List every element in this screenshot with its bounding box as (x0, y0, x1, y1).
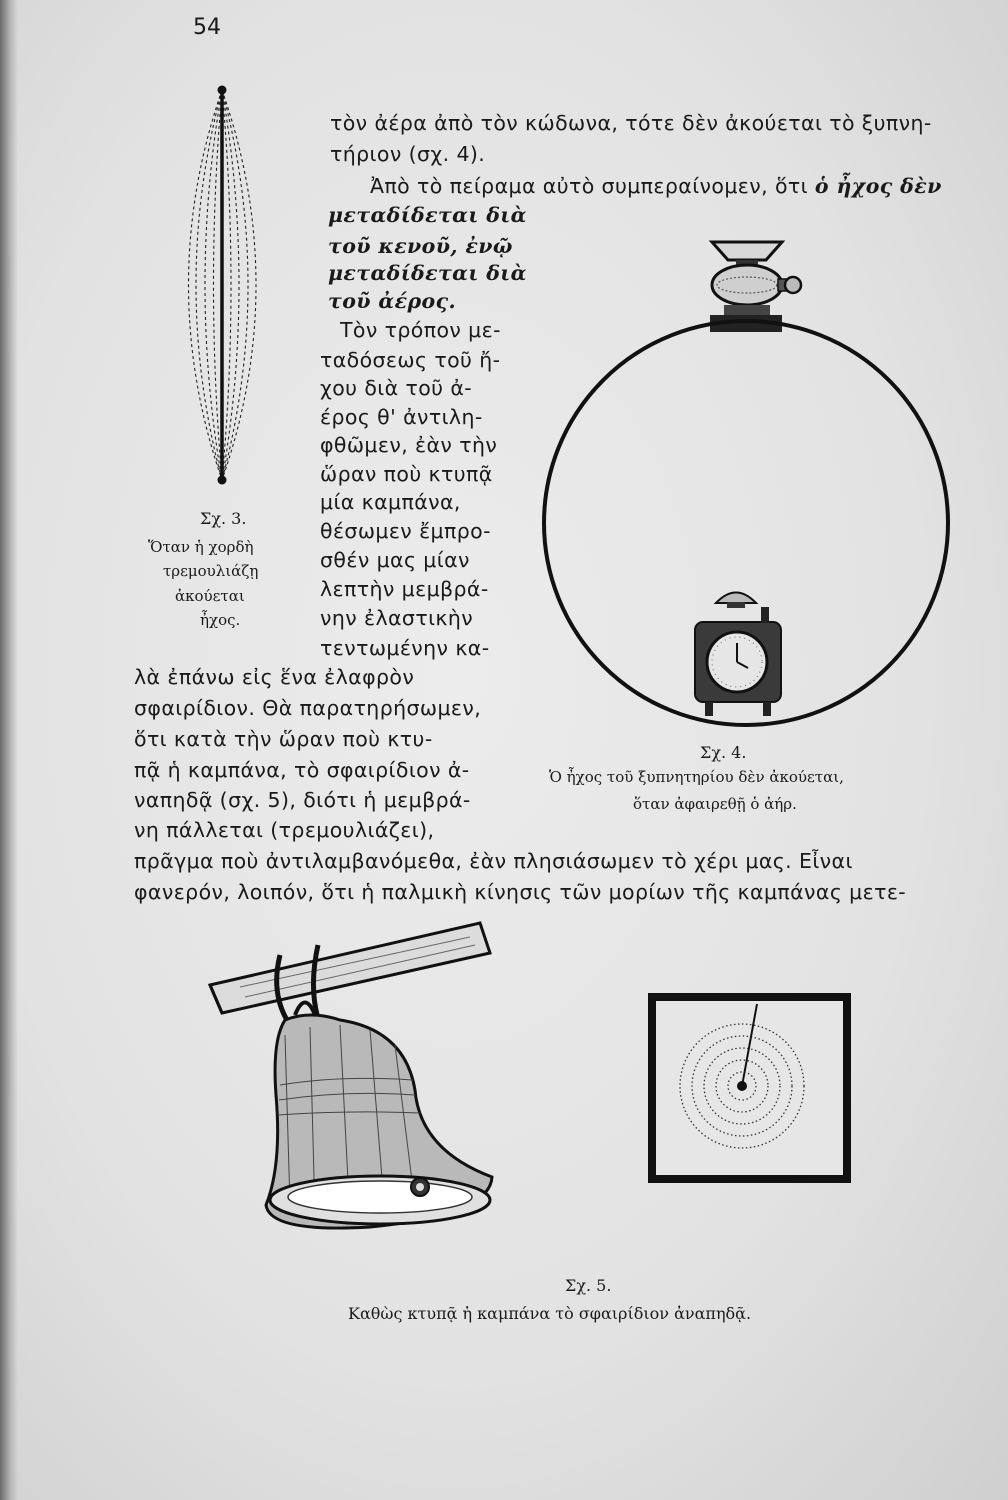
fig4-caption-line1: Ὁ ἦχος τοῦ ξυπνητηρίου δὲν ἀκούεται, (549, 768, 844, 786)
column-line-8: θέσωμεν ἔμπρο- (320, 519, 491, 543)
wrap-line-5: ναπηδᾷ (σχ. 5), διότι ἡ μεμβρά- (134, 788, 471, 812)
fig3-vibrating-string-illustration (150, 85, 300, 485)
column-line-3: χου διὰ τοῦ ἀ- (320, 376, 473, 400)
full-line-2: φανερόν, λοιπόν, ὅτι ἡ παλμικὴ κίνησις τῶν μορίων τῆς καμπάνας μετε- (134, 880, 907, 904)
fig5-number: Σχ. 5. (565, 1276, 612, 1295)
fig5-bell-illustration (200, 915, 500, 1235)
fig4-number: Σχ. 4. (700, 743, 747, 762)
page-number: 54 (193, 15, 221, 40)
fig5-membrane-illustration (645, 990, 855, 1185)
fig4-bell-jar-illustration (540, 235, 960, 735)
fig3-caption-line4: ἦχος. (200, 611, 241, 629)
column-line-7: μία καμπάνα, (320, 490, 461, 514)
column-line-11: νην ἐλαστικὴν (320, 606, 474, 630)
fig3-number: Σχ. 3. (200, 509, 247, 528)
column-line-4: έρος θ' ἀντιλη- (320, 405, 483, 429)
column-line-2: ταδόσεως τοῦ ἤ- (320, 348, 501, 372)
emphasis-line-3: μεταδίδεται διὰ (328, 261, 527, 285)
page-edge-shadow (0, 0, 18, 1500)
column-line-12: τεντωμένην κα- (320, 636, 490, 660)
column-line-6: ὥραν ποὺ κτυπᾷ (320, 462, 493, 486)
column-line-1: Τὸν τρόπον με- (340, 318, 501, 342)
full-line-1: πρᾶγμα ποὺ ἀντιλαμβανόμεθα, ἐὰν πλησιάσωμεν τὸ χέρι μας. Εἶναι (134, 849, 853, 873)
wrap-line-1: λὰ ἐπάνω εἰς ἕνα ἐλαφρὸν (134, 665, 415, 689)
column-line-9: σθέν μας μίαν (320, 548, 470, 572)
emphasis-line-2: τοῦ κενοῦ, ἐνῷ (328, 234, 513, 258)
emphasis-line-1: μεταδίδεται διὰ (328, 203, 527, 227)
wrap-line-4: πᾷ ἡ καμπάνα, τὸ σφαιρίδιον ἀ- (134, 758, 470, 782)
fig5-caption: Καθὼς κτυπᾷ ἡ καμπάνα τὸ σφαιρίδιον ἀναπηδᾷ. (348, 1304, 752, 1323)
emphasis-line-4: τοῦ ἀέρος. (328, 289, 456, 313)
body-line-3-regular: Ἀπὸ τὸ πείραμα αὐτὸ συμπεραίνομεν, ὅτι (370, 174, 815, 198)
wrap-line-2: σφαιρίδιον. Θὰ παρατηρήσωμεν, (134, 696, 482, 720)
column-line-5: φθῶμεν, ἐὰν τὴν (320, 433, 498, 457)
body-line-3-emphasis: ὁ ἦχος δὲν (814, 174, 942, 198)
fig3-caption-line1: Ὅταν ἡ χορδὴ (148, 538, 254, 556)
wrap-line-3: ὅτι κατὰ τὴν ὥραν ποὺ κτυ- (134, 727, 433, 751)
fig4-caption-line2: ὅταν ἀφαιρεθῇ ὁ ἀήρ. (633, 795, 797, 813)
body-line-3 (370, 176, 942, 197)
column-line-10: λεπτὴν μεμβρά- (320, 577, 489, 601)
fig3-caption-line3: ἀκούεται (175, 587, 245, 605)
body-line-1: τὸν ἀέρα ἀπὸ τὸν κώδωνα, τότε δὲν ἀκούεται τὸ ξυπνη- (330, 111, 932, 135)
body-line-2: τήριον (σχ. 4). (330, 142, 486, 166)
fig3-caption-line2: τρεμουλιάζῃ (163, 562, 259, 580)
wrap-line-6: νη πάλλεται (τρεμουλιάζει), (134, 818, 435, 842)
